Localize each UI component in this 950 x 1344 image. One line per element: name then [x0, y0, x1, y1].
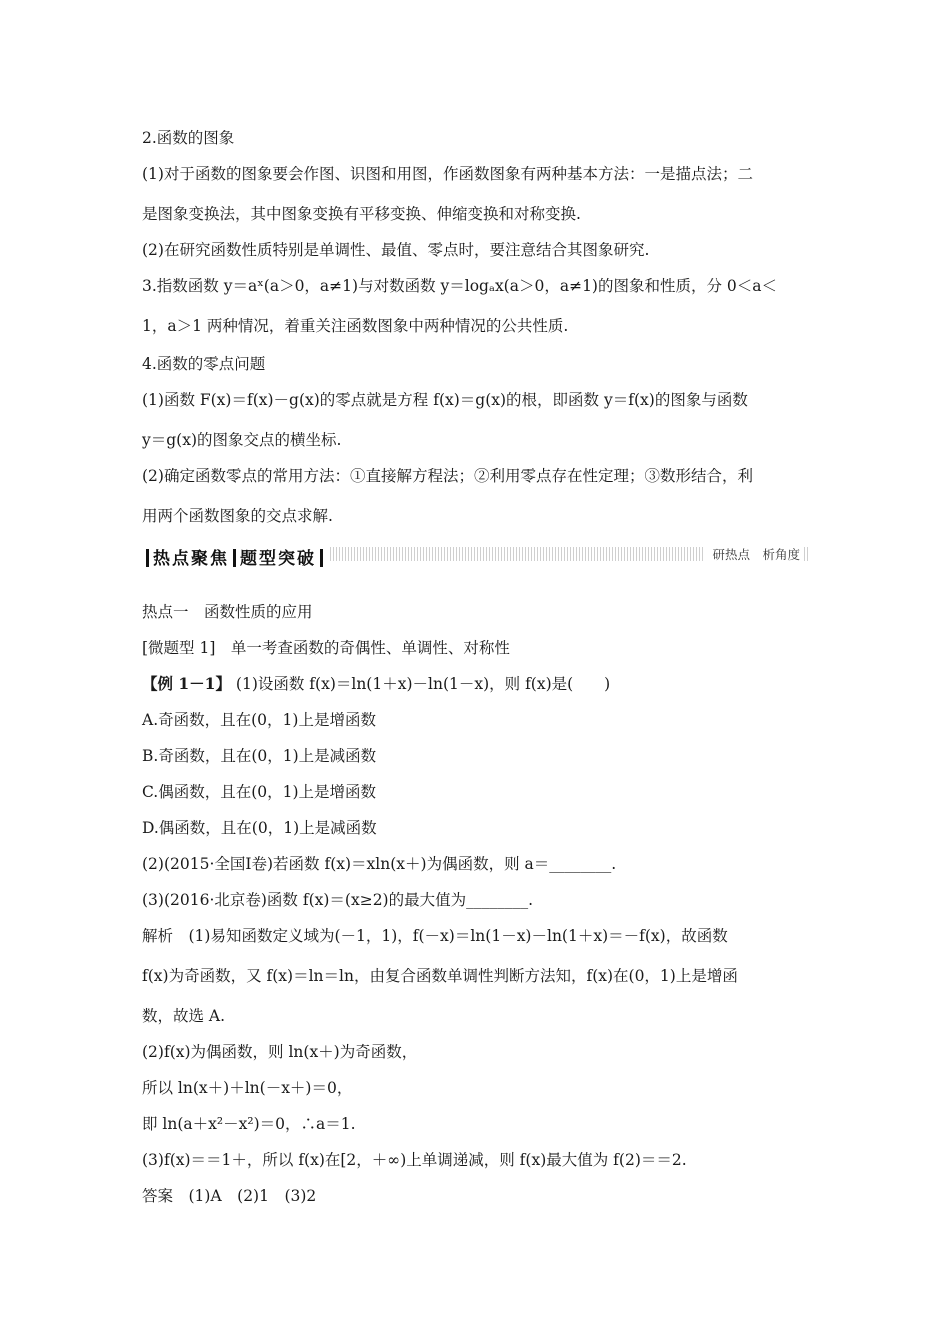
- analysis-line: 所以 ln(x＋)＋ln(－x＋)＝0，: [142, 1079, 353, 1097]
- example-label: 【例 1－1】: [142, 674, 231, 693]
- section-heading-function-graph: 2.函数的图象: [142, 129, 235, 147]
- analysis-line: 即 ln(a＋x²－x²)＝0，∴a＝1.: [142, 1115, 356, 1133]
- section-banner: [142, 542, 810, 568]
- example-question: (1)设函数 f(x)＝ln(1＋x)－ln(1－x)，则 f(x)是( ): [235, 675, 611, 693]
- banner-tag: 研热点 析角度: [704, 545, 804, 563]
- option-b: B.奇函数，且在(0，1)上是减函数: [142, 747, 377, 765]
- banner-title-right: 题型突破: [240, 549, 316, 569]
- banner-bar: [233, 549, 236, 567]
- banner-title: [142, 544, 327, 569]
- paragraph-line: y＝g(x)的图象交点的横坐标.: [142, 431, 342, 449]
- paragraph-line: 3.指数函数 y＝aˣ(a＞0，a≠1)与对数函数 y＝logₐx(a＞0，a≠1)的图象和性质，分 0＜a＜: [142, 277, 778, 295]
- banner-title-left: 热点聚焦: [153, 549, 229, 569]
- paragraph-line: (1)对于函数的图象要会作图、识图和用图，作函数图象有两种基本方法：一是描点法；二: [142, 165, 753, 183]
- paragraph-line: 1，a＞1 两种情况，着重关注函数图象中两种情况的公共性质.: [142, 317, 569, 335]
- paragraph-line: (2)在研究函数性质特别是单调性、最值、零点时，要注意结合其图象研究.: [142, 241, 650, 259]
- question-2: (2)(2015·全国Ⅰ卷)若函数 f(x)＝xln(x＋)为偶函数，则 a＝________.: [142, 855, 617, 873]
- option-a: A.奇函数，且在(0，1)上是增函数: [142, 711, 376, 729]
- option-d: D.偶函数，且在(0，1)上是减函数: [142, 819, 377, 837]
- analysis-line: 数，故选 A.: [142, 1007, 226, 1025]
- analysis-line: f(x)为奇函数，又 f(x)＝ln＝ln，由复合函数单调性判断方法知，f(x)在(0，1)上是增函: [142, 967, 738, 985]
- example-line: [142, 674, 610, 694]
- paragraph-line: (1)函数 F(x)＝f(x)－g(x)的零点就是方程 f(x)＝g(x)的根，即函数 y＝f(x)的图象与函数: [142, 391, 748, 409]
- analysis-line: (2)f(x)为偶函数，则 ln(x＋)为奇函数，: [142, 1043, 418, 1061]
- question-type-heading: [微题型 1] 单一考查函数的奇偶性、单调性、对称性: [142, 639, 510, 657]
- section-heading-zero-points: 4.函数的零点问题: [142, 355, 266, 373]
- answer-line: 答案 (1)A (2)1 (3)2: [142, 1187, 317, 1205]
- hotspot-heading: 热点一 函数性质的应用: [142, 603, 313, 621]
- analysis-line: 解析 (1)易知函数定义域为(－1，1)，f(－x)＝ln(1－x)－ln(1＋x)＝－f(x)，故函数: [142, 927, 728, 945]
- paragraph-line: (2)确定函数零点的常用方法：①直接解方程法；②利用零点存在性定理；③数形结合，利: [142, 467, 753, 485]
- paragraph-line: 是图象变换法，其中图象变换有平移变换、伸缩变换和对称变换.: [142, 205, 581, 223]
- analysis-line: (3)f(x)＝＝1＋，所以 f(x)在[2，＋∞)上单调递减，则 f(x)最大值为 f(2)＝＝2.: [142, 1151, 687, 1169]
- option-c: C.偶函数，且在(0，1)上是增函数: [142, 783, 377, 801]
- banner-bar: [320, 549, 323, 567]
- paragraph-line: 用两个函数图象的交点求解.: [142, 507, 333, 525]
- question-3: (3)(2016·北京卷)函数 f(x)＝(x≥2)的最大值为________.: [142, 891, 534, 909]
- banner-bar: [146, 549, 149, 567]
